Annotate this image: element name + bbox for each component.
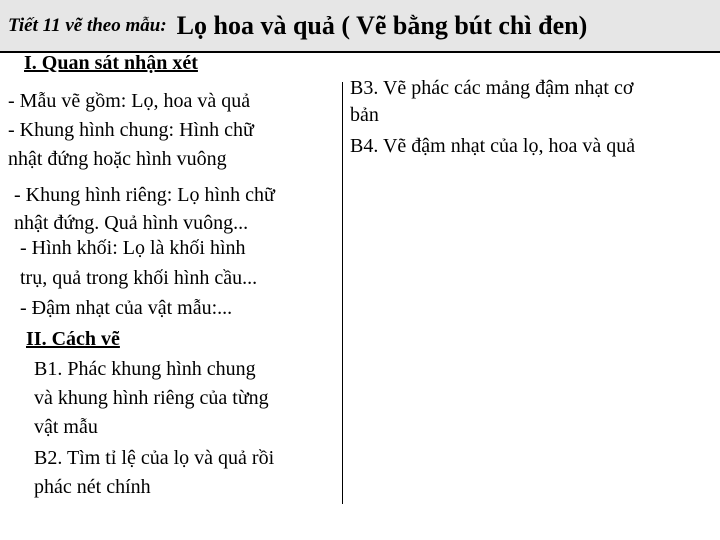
observation-line: - Khung hình chung: Hình chữ <box>8 119 254 141</box>
lesson-title: Lọ hoa và quả ( Vẽ bằng bút chì đen) <box>176 10 588 40</box>
step-line: B1. Phác khung hình chung <box>34 358 256 380</box>
observation-line: nhật đứng. Quả hình vuông... <box>14 212 249 234</box>
observation-line: - Khung hình riêng: Lọ hình chữ <box>14 184 275 206</box>
step-line: phác nét chính <box>34 476 151 498</box>
step-line: B2. Tìm tỉ lệ của lọ và quả rồi <box>34 447 275 469</box>
section-heading-observation: I. Quan sát nhận xét <box>24 52 198 74</box>
step-line: vật mẫu <box>34 416 98 438</box>
title-bar <box>0 0 720 53</box>
step-line: và khung hình riêng của từng <box>34 387 269 409</box>
observation-line: - Hình khối: Lọ là khối hình <box>20 237 246 259</box>
step-line: B4. Vẽ đậm nhạt của lọ, hoa và quả <box>350 135 636 157</box>
step-line: B3. Vẽ phác các mảng đậm nhạt cơ <box>350 77 634 99</box>
step-line: bản <box>350 104 379 126</box>
observation-line: trụ, quả trong khối hình cầu... <box>20 267 258 289</box>
observation-line: - Đậm nhạt của vật mẫu:... <box>20 297 233 319</box>
section-heading-method: II. Cách vẽ <box>26 328 120 350</box>
observation-line: - Mẫu vẽ gồm: Lọ, hoa và quả <box>8 90 251 112</box>
observation-line: nhật đứng hoặc hình vuông <box>8 148 227 170</box>
column-divider <box>342 82 343 504</box>
lesson-label: Tiết 11 vẽ theo mẫu: <box>8 14 167 36</box>
